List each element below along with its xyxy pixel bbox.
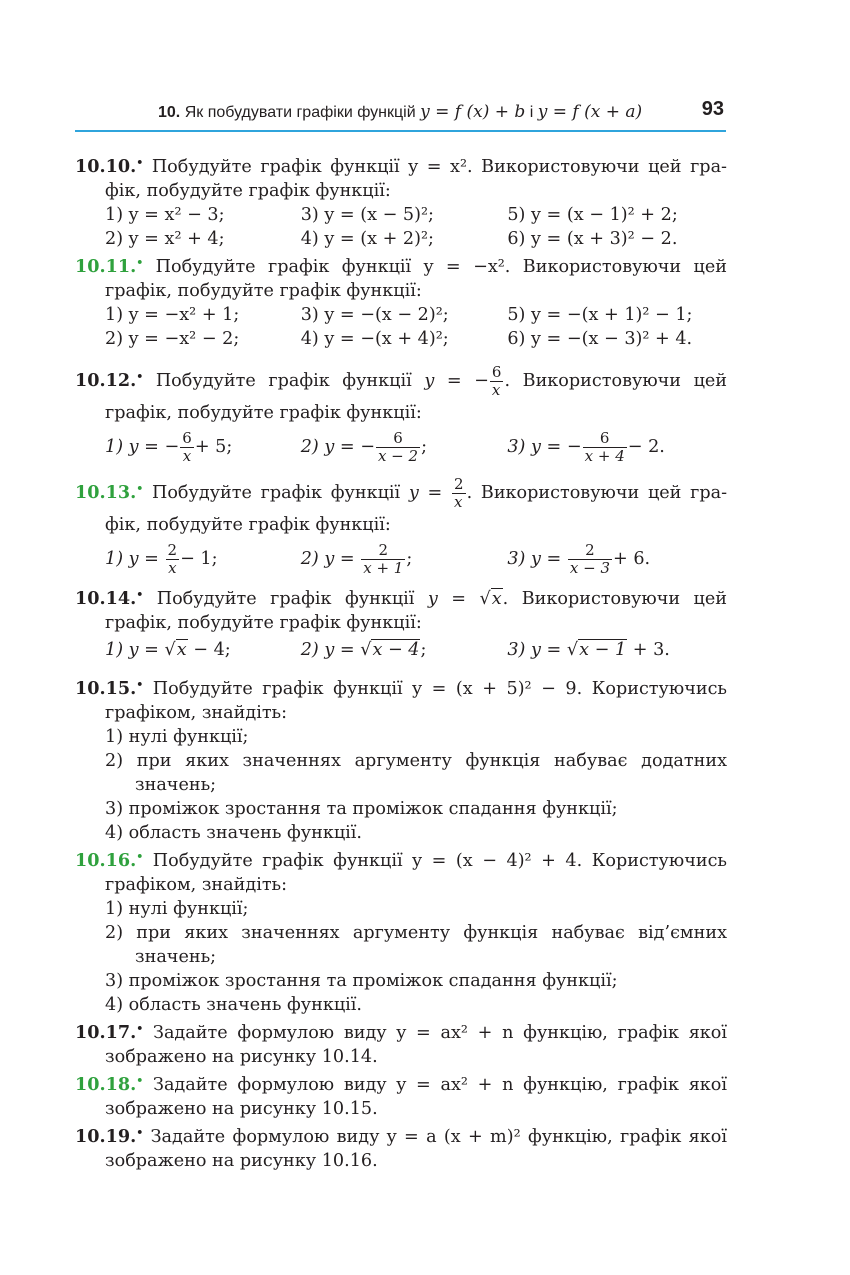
exercise-number: 10.18.• bbox=[75, 1074, 144, 1095]
answer-row bbox=[75, 635, 727, 665]
sub-item: 3) y = −(x − 2)²; bbox=[300, 305, 449, 325]
exercise-text: графік, побудуйте графік функції: bbox=[105, 281, 422, 301]
exercise-10-16 bbox=[75, 845, 727, 1017]
exercise-text: фік, побудуйте графік функції: bbox=[105, 515, 391, 535]
sub-item: 4) область значень функції. bbox=[105, 823, 363, 843]
exercise-number: 10.15.• bbox=[75, 678, 144, 699]
exercise-10-14 bbox=[75, 583, 727, 665]
sub-item: 2) y = $\frac{2}{x + 1}$ ; bbox=[300, 540, 413, 577]
sub-item: 1) y = √x − 4; bbox=[105, 640, 231, 660]
exercise-text: Побудуйте графік функції bbox=[156, 589, 415, 609]
exercise-number: 10.17.• bbox=[75, 1022, 144, 1043]
sub-item: 5) y = (x − 1)² + 2; bbox=[507, 205, 678, 225]
exercise-text: зображено на рисунку 10.15. bbox=[105, 1099, 378, 1119]
exercise-text: Задайте формулою виду y = a (x + m)² функцію, графік якої bbox=[150, 1127, 727, 1147]
sub-item: 4) область значень функції. bbox=[105, 995, 363, 1015]
sub-item: 1) нулі функції; bbox=[105, 899, 249, 919]
sub-item: 1) нулі функції; bbox=[105, 727, 249, 747]
sub-item: 4) y = −(x + 4)²; bbox=[300, 329, 449, 349]
exercise-text: Побудуйте графік функції bbox=[151, 483, 401, 503]
main-formula: y = $\frac{2}{x}$ . bbox=[408, 474, 473, 511]
sub-item: 1) y = $\frac{2}{x}$ − 1; bbox=[105, 540, 218, 577]
exercise-text: Побудуйте графік функції y = (x − 4)² + 4. Користуючись bbox=[152, 851, 727, 871]
exercise-number: 10.12.• bbox=[75, 370, 144, 391]
answer-row bbox=[75, 327, 727, 351]
exercise-text: графіком, знайдіть: bbox=[105, 875, 288, 895]
running-header bbox=[75, 98, 726, 132]
answer-row bbox=[75, 303, 727, 327]
sub-item: 1) y = x² − 3; bbox=[105, 205, 225, 225]
sub-item: 2) y = − $\frac{6}{x - 2}$ ; bbox=[300, 428, 427, 465]
answer-row bbox=[75, 227, 727, 251]
answer-row bbox=[75, 203, 727, 227]
sub-item: 5) y = −(x + 1)² − 1; bbox=[507, 305, 693, 325]
exercise-text: . Використовуючи цей bbox=[502, 589, 728, 609]
exercise-number: 10.10.• bbox=[75, 156, 144, 177]
sub-item: 6) y = −(x − 3)² + 4. bbox=[507, 329, 693, 349]
exercise-text: зображено на рисунку 10.16. bbox=[105, 1151, 378, 1171]
header-formula-2: y = f (x + a) bbox=[537, 102, 643, 122]
exercise-text: Задайте формулою виду y = ax² + n функцію, графік якої bbox=[152, 1023, 728, 1043]
fraction: $\frac{6}{x}$ bbox=[491, 362, 502, 399]
sub-item: 3) проміжок зростання та проміжок спадання функції; bbox=[105, 799, 618, 819]
exercise-text: Побудуйте графік функції y = x². Використовуючи цей гра- bbox=[151, 157, 728, 177]
chapter-number: 10. bbox=[158, 104, 181, 121]
exercise-10-12 bbox=[75, 357, 727, 469]
exercise-text: графік, побудуйте графік функції: bbox=[105, 403, 422, 423]
exercise-list bbox=[75, 151, 727, 1173]
sub-item: 2) y = √x − 4; bbox=[300, 640, 427, 660]
exercise-text: зображено на рисунку 10.14. bbox=[105, 1047, 378, 1067]
exercise-number: 10.16.• bbox=[75, 850, 144, 871]
main-formula: y = − $\frac{6}{x}$ . bbox=[424, 362, 511, 399]
exercise-text: Задайте формулою виду y = ax² + n функцію, графік якої bbox=[152, 1075, 728, 1095]
main-formula: y = √x bbox=[427, 589, 502, 609]
exercise-number: 10.11.• bbox=[75, 256, 144, 277]
exercise-10-18 bbox=[75, 1069, 727, 1121]
exercise-text: Використовуючи цей bbox=[522, 371, 728, 391]
sub-item: 1) y = −x² + 1; bbox=[105, 305, 240, 325]
sub-item: значень; bbox=[135, 947, 217, 967]
sub-item: 3) y = √x − 1 + 3. bbox=[507, 640, 670, 660]
exercise-text: Використовуючи цей гра- bbox=[480, 483, 728, 503]
page-number: 93 bbox=[701, 98, 724, 120]
exercise-10-11 bbox=[75, 251, 727, 351]
exercise-text: Побудуйте графік функції bbox=[155, 371, 412, 391]
sub-item: 2) при яких значеннях аргументу функція набуває від’ємних bbox=[105, 923, 727, 943]
exercise-10-10 bbox=[75, 151, 727, 251]
header-conjunction: і bbox=[529, 104, 534, 121]
chapter-title: Як побудувати графіки функцій bbox=[184, 104, 416, 121]
sub-item: 3) y = $\frac{2}{x - 3}$ + 6. bbox=[507, 540, 651, 577]
header-formula-1: y = f (x) + b bbox=[420, 102, 526, 122]
sub-item: 3) y = (x − 5)²; bbox=[300, 205, 434, 225]
sub-item: 1) y = − $\frac{6}{x}$ + 5; bbox=[105, 428, 233, 465]
exercise-text: Побудуйте графік функції y = (x + 5)² − 9. Користуючись bbox=[152, 679, 727, 699]
fraction: $\frac{2}{x}$ bbox=[454, 474, 464, 511]
exercise-10-17 bbox=[75, 1017, 727, 1069]
exercise-10-15 bbox=[75, 673, 727, 845]
exercise-text: Побудуйте графік функції y = −x². Використовуючи цей bbox=[155, 257, 727, 277]
exercise-number: 10.19.• bbox=[75, 1126, 144, 1147]
sub-item: 2) y = x² + 4; bbox=[105, 229, 225, 249]
answer-row bbox=[75, 537, 727, 581]
sub-item: 2) при яких значеннях аргументу функція набуває додатних bbox=[105, 751, 727, 771]
exercise-10-13 bbox=[75, 469, 727, 581]
exercise-text: фік, побудуйте графік функції: bbox=[105, 181, 391, 201]
sub-item: 2) y = −x² − 2; bbox=[105, 329, 240, 349]
exercise-text: графік, побудуйте графік функції: bbox=[105, 613, 422, 633]
exercise-number: 10.14.• bbox=[75, 588, 144, 609]
sub-item: 3) проміжок зростання та проміжок спадання функції; bbox=[105, 971, 618, 991]
answer-row bbox=[75, 425, 727, 469]
sub-item: 3) y = − $\frac{6}{x + 4}$ − 2. bbox=[507, 428, 665, 465]
sub-item: 6) y = (x + 3)² − 2. bbox=[507, 229, 678, 249]
header-title bbox=[158, 102, 642, 122]
exercise-10-19 bbox=[75, 1121, 727, 1173]
sub-item: 4) y = (x + 2)²; bbox=[300, 229, 434, 249]
sub-item: значень; bbox=[135, 775, 217, 795]
exercise-text: графіком, знайдіть: bbox=[105, 703, 288, 723]
exercise-number: 10.13.• bbox=[75, 482, 144, 503]
